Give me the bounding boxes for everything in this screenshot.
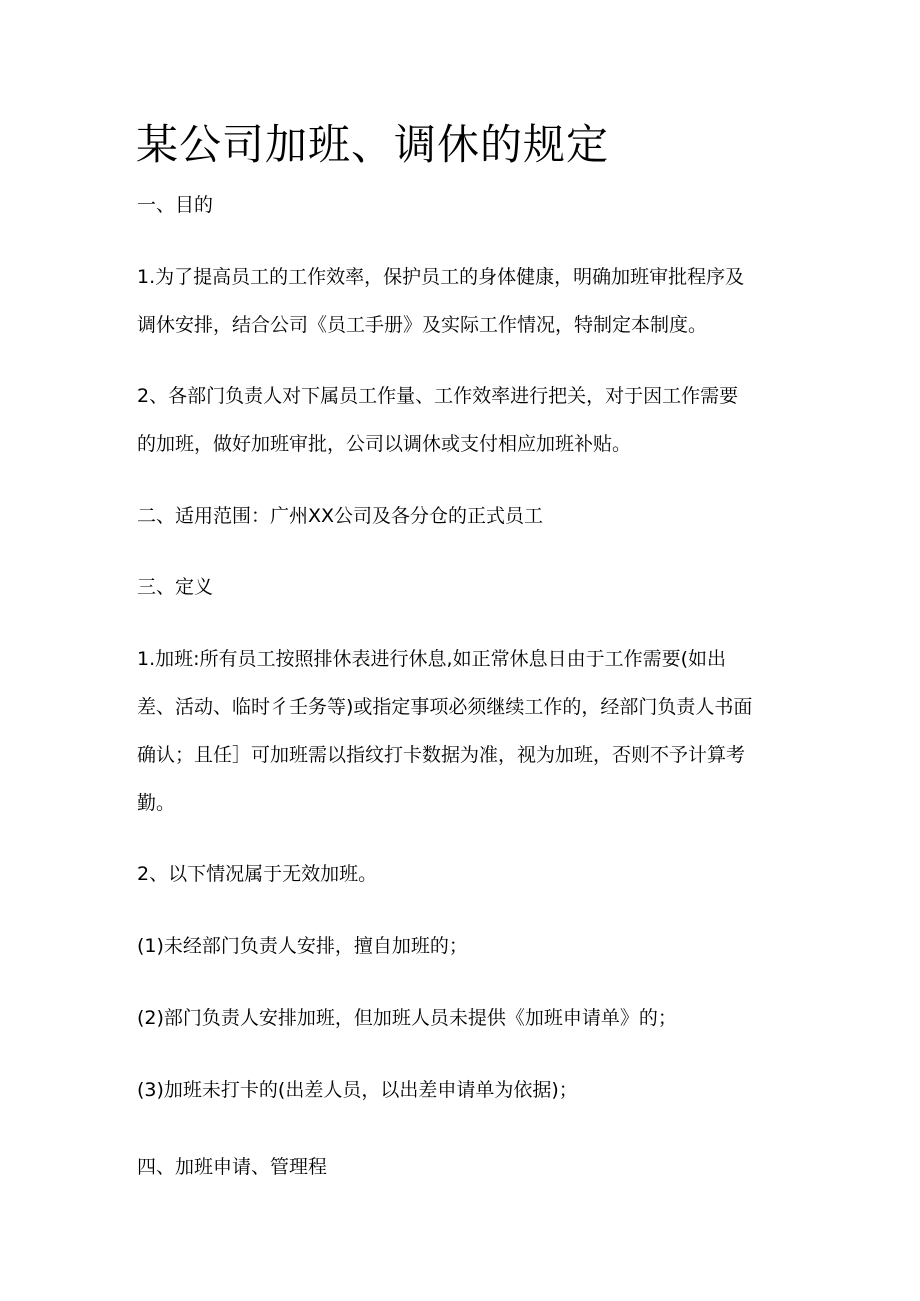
paragraph-line: 2、各部门负责人对下属员工作量、工作效率进行把关，对于因工作需要 bbox=[137, 385, 739, 407]
list-item: (2)部门负责人安排加班，但加班人员未提供《加班申请单》的； bbox=[137, 1007, 677, 1029]
document-title: 某公司加班、调休的规定 bbox=[136, 120, 610, 169]
section-heading-purpose: 一、目的 bbox=[137, 194, 214, 216]
paragraph-line: 1.为了提高员工的工作效率，保护员工的身体健康，明确加班审批程序及 bbox=[137, 266, 745, 288]
section-heading-procedure: 四、加班申请、管理程 bbox=[137, 1156, 328, 1178]
paragraph-line: 的加班，做好加班审批，公司以调休或支付相应加班补贴。 bbox=[137, 433, 632, 455]
paragraph-line: 1.加班:所有员工按照排休表进行休息,如正常休息日由于工作需要(如出 bbox=[137, 648, 726, 670]
paragraph-line: 调休安排，结合公司《员工手册》及实际工作情况，特制定本制度。 bbox=[137, 314, 708, 336]
paragraph-line: 差、活动、临时彳壬务等)或指定事项必须继续工作的，经部门负责人书面 bbox=[137, 696, 753, 718]
list-item: (1)未经部门负责人安排，擅自加班的； bbox=[137, 935, 468, 957]
paragraph-line: 勤。 bbox=[137, 792, 176, 814]
section-heading-scope: 二、适用范围：广州XX公司及各分仓的正式员工 bbox=[137, 505, 544, 527]
paragraph-line: 确认；且任］可加班需以指纹打卡数据为准，视为加班，否则不予计算考 bbox=[137, 744, 746, 766]
section-heading-definition: 三、定义 bbox=[137, 576, 214, 598]
list-item: (3)加班未打卡的(出差人员，以出差申请单为依据)； bbox=[137, 1079, 578, 1101]
paragraph-line: 2、以下情况属于无效加班。 bbox=[137, 863, 378, 885]
